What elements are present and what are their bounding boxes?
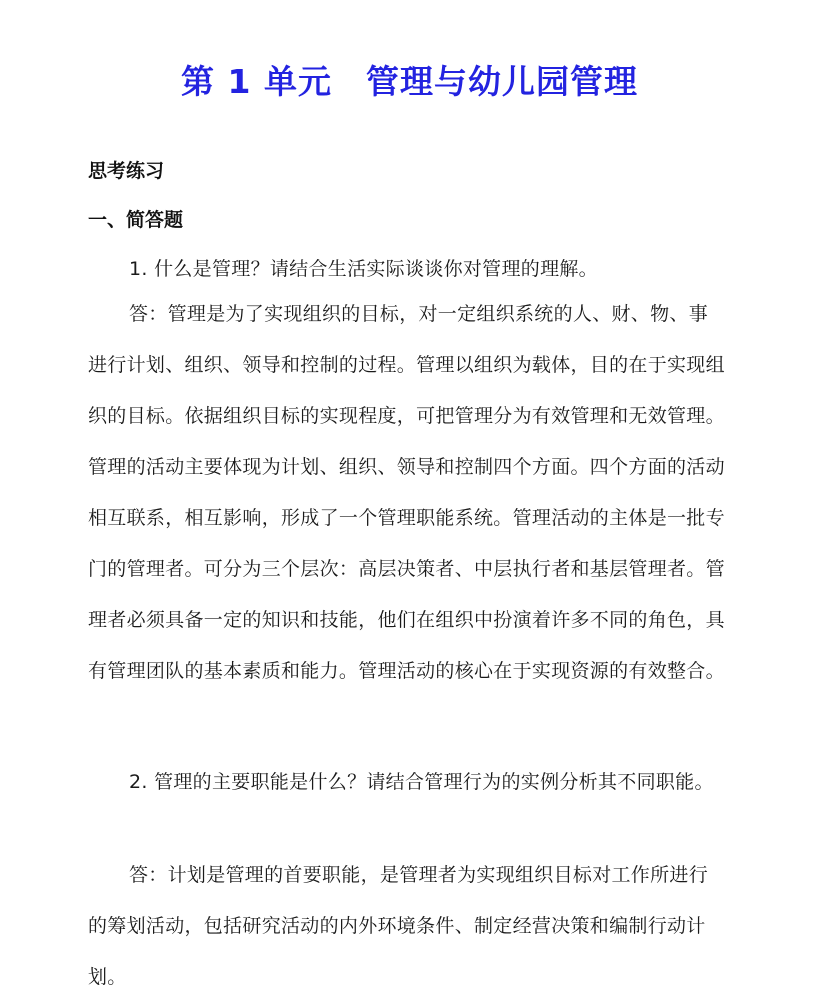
answer-1: 答：管理是为了实现组织的目标，对一定组织系统的人、财、物、事进行计划、组织、领导和控制的过程。管理以组织为载体，目的在于实现组织的目标。依据组织目标的实现程度，可把管理分为有效管理和无效管理。管理的活动主要体现为计划、组织、领导和控制四个方面。四个方面的活动相互联系，相互影响，形成了一个管理职能系统。管理活动的主体是一批专门的管理者。可分为三个层次：高层决策者、中层执行者和基层管理者。管理者必须具备一定的知识和技能，他们在组织中扮演着许多不同的角色，具有管理团队的基本素质和能力。管理活动的核心在于实现资源的有效整合。 xyxy=(88,303,725,682)
page-title xyxy=(0,58,819,106)
title-topic: 管理与幼儿园管理 xyxy=(365,62,638,101)
question-1: 1. 什么是管理？请结合生活实际谈谈你对管理的理解。 xyxy=(129,258,598,280)
title-unit: 第 1 单元 xyxy=(181,62,332,101)
answer-2: 答：计划是管理的首要职能，是管理者为实现组织目标对工作所进行的筹划活动，包括研究活动的内外环境条件、制定经营决策和编制行动计划。 xyxy=(88,864,709,988)
question-2: 2. 管理的主要职能是什么？请结合管理行为的实例分析其不同职能。 xyxy=(129,771,714,793)
section-heading: 思考练习 xyxy=(88,160,165,182)
subsection-heading: 一、简答题 xyxy=(88,209,184,231)
